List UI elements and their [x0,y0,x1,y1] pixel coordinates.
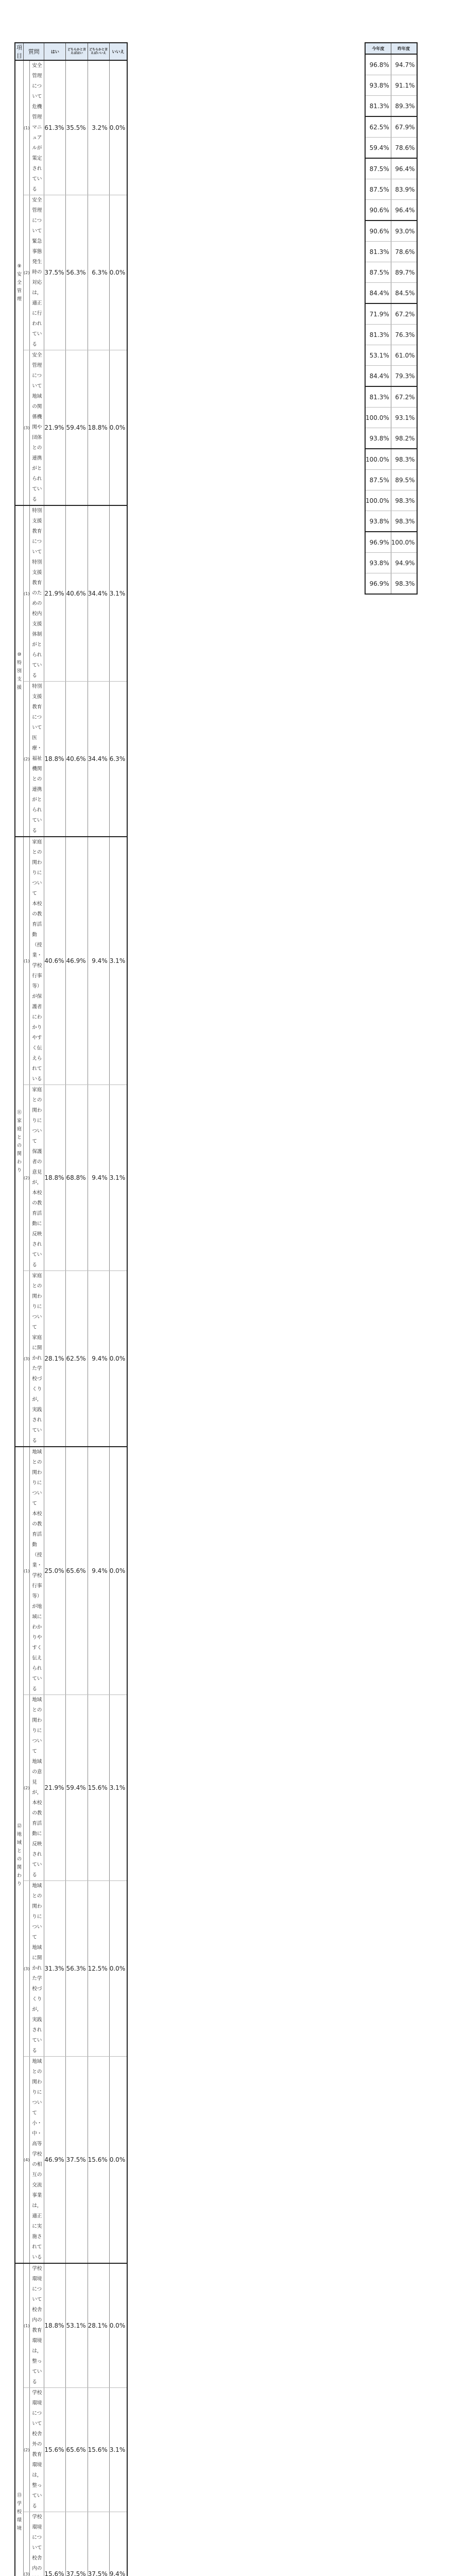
value-no: 0.0% [109,195,127,350]
value-no: 0.0% [109,350,127,506]
value-somewhat-no: 37.5% [88,2512,109,2576]
summary-table-body [365,54,417,594]
summary-row [365,283,417,304]
summary-row [365,200,417,221]
value-this-year: 81.3% [365,386,391,408]
value-last-year: 98.3% [391,573,417,595]
value-yes: 31.3% [44,1881,66,2057]
value-last-year: 67.9% [391,116,417,138]
value-somewhat-yes: 37.5% [66,2057,88,2264]
value-last-year: 83.9% [391,179,417,200]
value-last-year: 61.0% [391,345,417,366]
value-no: 0.0% [109,2057,127,2264]
value-no: 0.0% [109,1447,127,1695]
value-last-year: 94.9% [391,553,417,573]
value-yes: 40.6% [44,837,66,1085]
table-row [15,2512,127,2576]
value-this-year: 93.8% [365,75,391,96]
value-somewhat-no: 18.8% [88,350,109,506]
value-somewhat-yes: 68.8% [66,1085,88,1271]
question-text: 特別支援教育について 特別支援教育のための校内支援体制がとられている [30,505,44,682]
table-row [15,505,127,682]
value-this-year: 84.4% [365,366,391,387]
header-no: いいえ [109,43,127,60]
summary-row [365,262,417,283]
value-last-year: 96.4% [391,200,417,221]
value-this-year: 81.3% [365,242,391,262]
value-somewhat-no: 9.4% [88,837,109,1085]
value-yes: 18.8% [44,682,66,837]
table-row [15,60,127,195]
value-this-year: 90.6% [365,221,391,242]
question-text: 地域との関わりについて 本校の教育活動（授業・学校行事等）が地域にわかりやすく伝えられている [30,1447,44,1695]
question-number: (1) [24,1447,30,1695]
value-this-year: 62.5% [365,116,391,138]
main-table-body [15,60,127,2576]
value-somewhat-no: 9.4% [88,1085,109,1271]
header-row [15,43,127,60]
category-cell: ⑪家庭との関わり [15,837,24,1447]
header-yes: はい [44,43,66,60]
value-this-year: 96.9% [365,532,391,553]
value-yes: 15.6% [44,2512,66,2576]
question-number: (1) [24,60,30,195]
summary-row [365,303,417,325]
value-this-year: 96.9% [365,573,391,595]
question-text: 家庭との関わりについて 本校の教育活動（授業・学校行事等）が保護者にわかりやすく伝えられている [30,837,44,1085]
summary-header-row [365,43,417,54]
question-text: 地域との関わりについて 地域に開かれた学校づくりが，実践されている [30,1881,44,2057]
value-no: 3.1% [109,1695,127,1881]
value-no: 3.1% [109,837,127,1085]
value-somewhat-no: 9.4% [88,1447,109,1695]
value-somewhat-no: 15.6% [88,2057,109,2264]
value-this-year: 100.0% [365,408,391,428]
value-last-year: 98.3% [391,449,417,470]
value-last-year: 67.2% [391,303,417,325]
value-last-year: 94.7% [391,54,417,75]
value-somewhat-yes: 56.3% [66,1881,88,2057]
value-somewhat-no: 34.4% [88,505,109,682]
value-this-year: 93.8% [365,511,391,532]
summary-row [365,158,417,179]
summary-row [365,325,417,345]
value-last-year: 91.1% [391,75,417,96]
value-yes: 21.9% [44,505,66,682]
value-last-year: 96.4% [391,158,417,179]
summary-row [365,490,417,511]
question-number: (2) [24,2388,30,2512]
value-somewhat-yes: 59.4% [66,1695,88,1881]
summary-row [365,345,417,366]
survey-main-table [14,42,128,2576]
question-number: (2) [24,682,30,837]
summary-row [365,511,417,532]
value-somewhat-yes: 65.6% [66,1447,88,1695]
value-somewhat-yes: 59.4% [66,350,88,506]
value-no: 0.0% [109,60,127,195]
header-this-year: 今年度 [365,43,391,54]
value-last-year: 100.0% [391,532,417,553]
question-number: (2) [24,1695,30,1881]
value-no: 0.0% [109,1881,127,2057]
summary-row [365,242,417,262]
value-last-year: 98.3% [391,511,417,532]
category-cell: ⑨安全管理 [15,60,24,505]
value-last-year: 76.3% [391,325,417,345]
value-yes: 21.9% [44,350,66,506]
summary-row [365,470,417,490]
value-no: 3.1% [109,1085,127,1271]
summary-row [365,96,417,117]
summary-row [365,116,417,138]
question-number: (1) [24,837,30,1085]
summary-row [365,449,417,470]
table-row [15,195,127,350]
summary-row [365,573,417,595]
value-yes: 18.8% [44,1085,66,1271]
value-somewhat-yes: 40.6% [66,682,88,837]
value-this-year: 93.8% [365,428,391,449]
question-text: 家庭との関わりについて 家庭に開かれた学校づくりが，実践されている [30,1271,44,1447]
value-last-year: 98.2% [391,428,417,449]
value-somewhat-yes: 40.6% [66,505,88,682]
header-somewhat-no: どちらかと言えばいいえ [88,43,109,60]
question-text: 家庭との関わりについて 保護者の意見が，本校の教育活動に反映されている [30,1085,44,1271]
value-this-year: 71.9% [365,303,391,325]
value-somewhat-yes: 37.5% [66,2512,88,2576]
value-this-year: 96.8% [365,54,391,75]
value-no: 0.0% [109,1271,127,1447]
value-this-year: 87.5% [365,158,391,179]
value-no: 0.0% [109,2263,127,2388]
header-last-year: 昨年度 [391,43,417,54]
value-somewhat-yes: 35.5% [66,60,88,195]
summary-row [365,408,417,428]
value-last-year: 89.5% [391,470,417,490]
value-last-year: 78.6% [391,138,417,159]
value-yes: 18.8% [44,2263,66,2388]
question-text: 学校環境について 校舎外の教育環境は，整っている [30,2388,44,2512]
summary-row [365,532,417,553]
value-last-year: 89.7% [391,262,417,283]
value-somewhat-yes: 56.3% [66,195,88,350]
question-number: (2) [24,195,30,350]
header-item: 項目 [15,43,24,60]
value-somewhat-no: 15.6% [88,1695,109,1881]
value-somewhat-yes: 53.1% [66,2263,88,2388]
summary-row [365,221,417,242]
value-this-year: 53.1% [365,345,391,366]
value-somewhat-no: 3.2% [88,60,109,195]
question-number: (4) [24,2057,30,2264]
value-this-year: 87.5% [365,470,391,490]
question-text: 学校環境について 校舎内の教育環境は，整っている [30,2263,44,2388]
value-no: 3.1% [109,505,127,682]
value-somewhat-no: 34.4% [88,682,109,837]
value-this-year: 84.4% [365,283,391,304]
value-yes: 21.9% [44,1695,66,1881]
table-row [15,1695,127,1881]
value-this-year: 59.4% [365,138,391,159]
table-row [15,837,127,1085]
table-row [15,1881,127,2057]
question-text: 地域との関わりについて 地域の意見が，本校の教育活動に反映されている [30,1695,44,1881]
header-somewhat-yes: どちらかと言えばはい [66,43,88,60]
question-number: (3) [24,2512,30,2576]
summary-row [365,553,417,573]
value-this-year: 100.0% [365,490,391,511]
summary-row [365,428,417,449]
value-last-year: 93.0% [391,221,417,242]
value-no: 6.3% [109,682,127,837]
value-no: 3.1% [109,2388,127,2512]
category-cell: ⑬学校環境 [15,2263,24,2576]
table-row [15,1085,127,1271]
value-yes: 46.9% [44,2057,66,2264]
value-somewhat-no: 12.5% [88,1881,109,2057]
summary-row [365,138,417,159]
table-row [15,1447,127,1695]
value-somewhat-no: 28.1% [88,2263,109,2388]
value-last-year: 79.3% [391,366,417,387]
value-last-year: 84.5% [391,283,417,304]
category-cell: ⑫地域との関わり [15,1447,24,2263]
question-number: (3) [24,1271,30,1447]
value-this-year: 87.5% [365,179,391,200]
value-no: 9.4% [109,2512,127,2576]
table-row [15,2263,127,2388]
question-text: 地域との関わりについて 小・中・高等学校の相互の交流事業は，適正に実施されている [30,2057,44,2264]
table-row [15,682,127,837]
question-text: 安全管理について 危機管理マニュアルが策定されている [30,60,44,195]
value-yes: 61.3% [44,60,66,195]
value-this-year: 93.8% [365,553,391,573]
question-text: 学校環境について 校舎内の [30,2512,44,2576]
summary-row [365,386,417,408]
value-last-year: 93.1% [391,408,417,428]
table-row [15,2057,127,2264]
value-last-year: 98.3% [391,490,417,511]
summary-row [365,75,417,96]
value-yes: 25.0% [44,1447,66,1695]
table-row [15,2388,127,2512]
question-number: (1) [24,505,30,682]
question-number: (3) [24,350,30,506]
question-number: (1) [24,2263,30,2388]
question-text: 安全管理について 緊急事態発生時の対応は，適正に行われている [30,195,44,350]
value-last-year: 78.6% [391,242,417,262]
value-somewhat-yes: 62.5% [66,1271,88,1447]
value-this-year: 90.6% [365,200,391,221]
value-this-year: 100.0% [365,449,391,470]
table-row [15,350,127,506]
value-somewhat-no: 9.4% [88,1271,109,1447]
value-this-year: 87.5% [365,262,391,283]
question-number: (3) [24,1881,30,2057]
value-yes: 28.1% [44,1271,66,1447]
summary-row [365,54,417,75]
value-yes: 15.6% [44,2388,66,2512]
summary-row [365,366,417,387]
summary-row [365,179,417,200]
value-last-year: 89.3% [391,96,417,117]
category-cell: ⑩特別支援 [15,505,24,837]
question-number: (2) [24,1085,30,1271]
value-somewhat-yes: 65.6% [66,2388,88,2512]
value-yes: 37.5% [44,195,66,350]
header-question: 質問 [24,43,44,60]
question-text: 特別支援教育について 医療・福祉機関との連携がとられている [30,682,44,837]
value-this-year: 81.3% [365,325,391,345]
value-somewhat-no: 15.6% [88,2388,109,2512]
value-somewhat-yes: 46.9% [66,837,88,1085]
value-this-year: 81.3% [365,96,391,117]
value-last-year: 67.2% [391,386,417,408]
question-text: 安全管理について 地域の関係機関や団体との連携がとられている [30,350,44,506]
value-somewhat-no: 6.3% [88,195,109,350]
survey-summary-table [365,42,418,595]
table-row [15,1271,127,1447]
